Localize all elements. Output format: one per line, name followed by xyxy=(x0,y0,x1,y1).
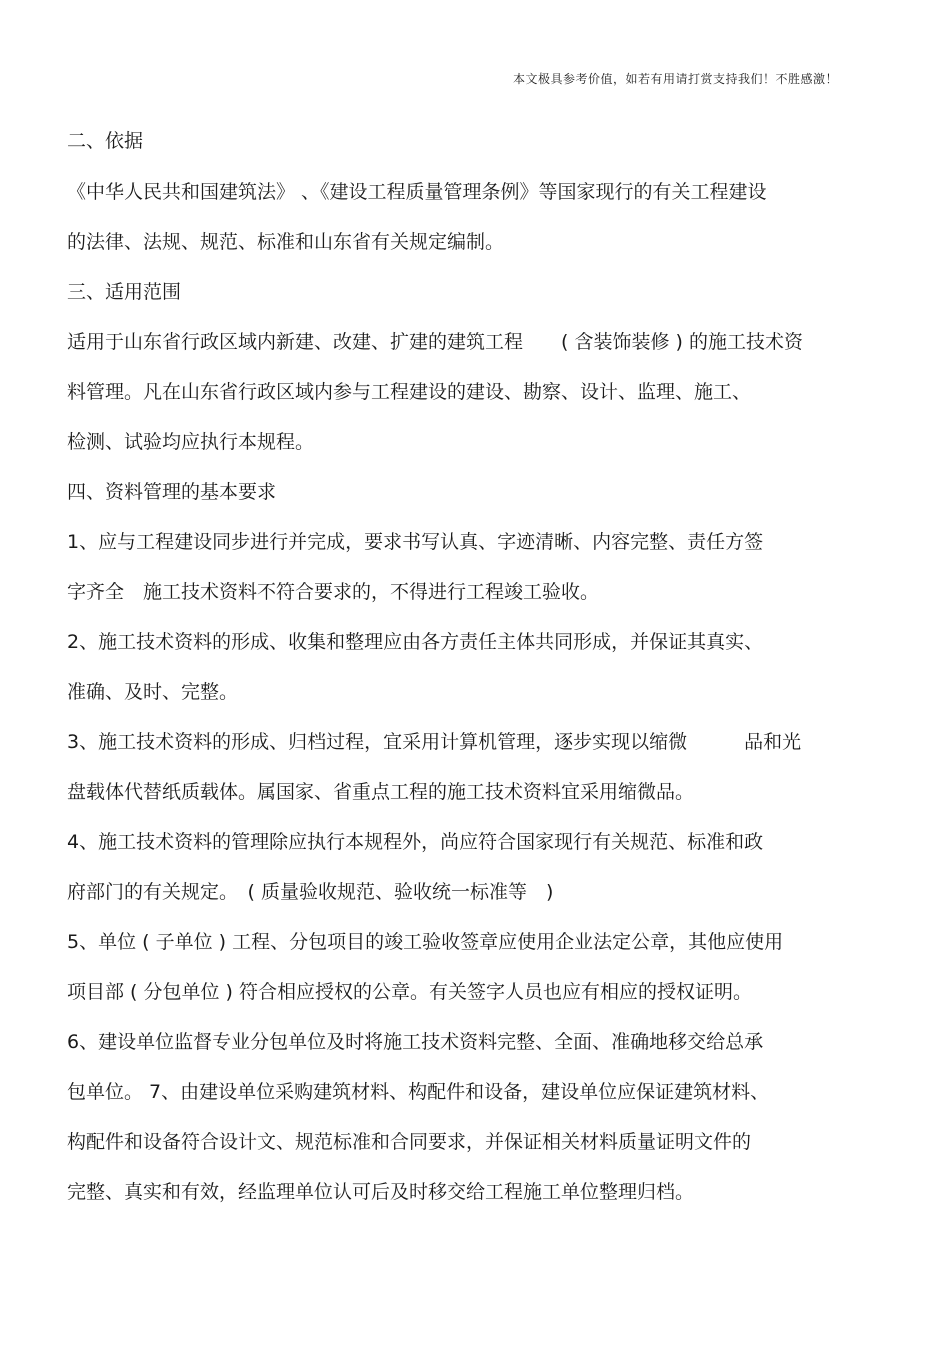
paragraph-line: 盘载体代替纸质载体。属国家、省重点工程的施工技术资料宜采用缩微品。 xyxy=(67,781,695,803)
paragraph-line: 包单位。 7、由建设单位采购建筑材料、构配件和设备，建设单位应保证建筑材料、 xyxy=(67,1081,770,1103)
section-heading-requirements: 四、资料管理的基本要求 xyxy=(67,481,277,503)
paragraph-line: 构配件和设备符合设计文、规范标准和合同要求，并保证相关材料质量证明文件的 xyxy=(67,1131,752,1153)
header-note: 本文极具参考价值，如若有用请打赏支持我们！不胜感激！ xyxy=(512,72,838,86)
paragraph-line: 府部门的有关规定。 ( 质量验收规范、验收统一标准等 ) xyxy=(67,881,554,903)
paragraph-line: 检测、试验均应执行本规程。 xyxy=(67,431,315,453)
paragraph-line: 字齐全 施工技术资料不符合要求的，不得进行工程竣工验收。 xyxy=(67,581,600,603)
paragraph-line: 《中华人民共和国建筑法》 、《建设工程质量管理条例》等国家现行的有关工程建设 xyxy=(67,181,767,203)
paragraph-line: 1、应与工程建设同步进行并完成，要求书写认真、字迹清晰、内容完整、责任方签 xyxy=(67,531,764,553)
paragraph-line: 6、建设单位监督专业分包单位及时将施工技术资料完整、全面、准确地移交给总承 xyxy=(67,1031,764,1053)
paragraph-line: 5、单位 ( 子单位 ) 工程、分包项目的竣工验收签章应使用企业法定公章，其他应使用 xyxy=(67,931,784,953)
paragraph-line: 项目部 ( 分包单位 ) 符合相应授权的公章。有关签字人员也应有相应的授权证明。 xyxy=(67,981,752,1003)
section-heading-basis: 二、依据 xyxy=(67,130,144,152)
paragraph-line: 料管理。凡在山东省行政区域内参与工程建设的建设、勘察、设计、监理、施工、 xyxy=(67,381,752,403)
paragraph-line: 2、施工技术资料的形成、收集和整理应由各方责任主体共同形成，并保证其真实、 xyxy=(67,631,764,653)
paragraph-line: 适用于山东省行政区域内新建、改建、扩建的建筑工程 ( 含装饰装修 ) 的施工技术资 xyxy=(67,331,803,353)
paragraph-line: 准确、及时、完整。 xyxy=(67,681,239,703)
paragraph-line: 4、施工技术资料的管理除应执行本规程外，尚应符合国家现行有关规范、标准和政 xyxy=(67,831,764,853)
paragraph-line: 的法律、法规、规范、标准和山东省有关规定编制。 xyxy=(67,231,505,253)
paragraph-line: 完整、真实和有效，经监理单位认可后及时移交给工程施工单位整理归档。 xyxy=(67,1181,695,1203)
section-heading-scope: 三、适用范围 xyxy=(67,281,182,303)
paragraph-line: 3、施工技术资料的形成、归档过程，宜采用计算机管理，逐步实现以缩微 品和光 xyxy=(67,731,802,753)
